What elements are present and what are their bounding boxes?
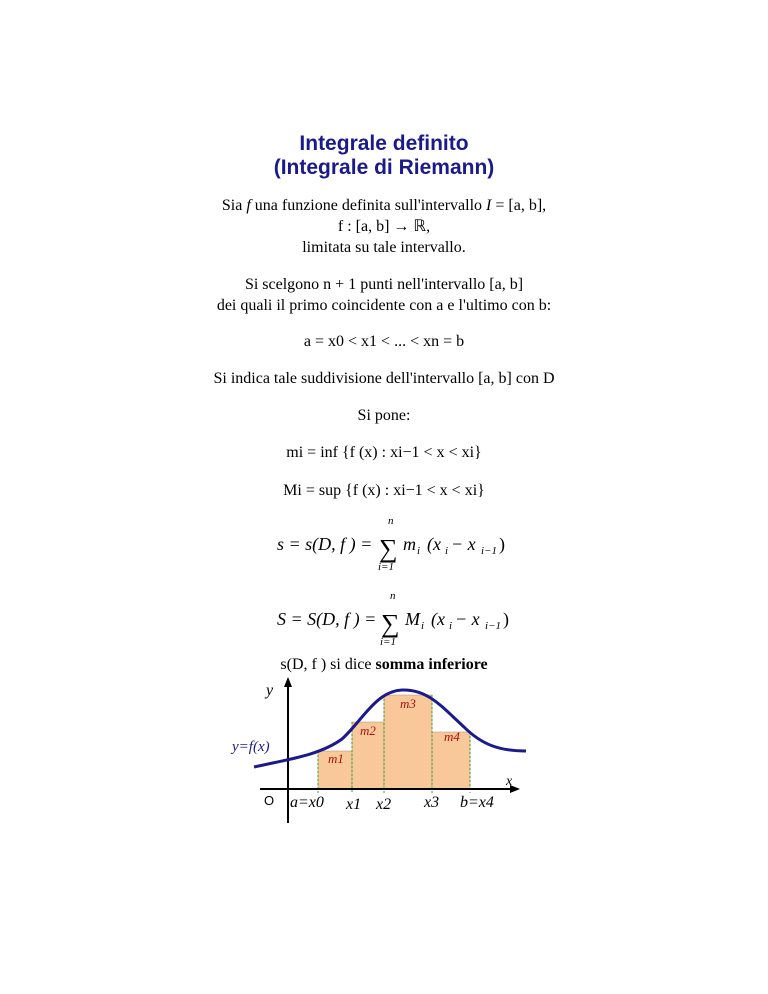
page-title: Integrale definito	[299, 132, 469, 155]
svg-text:− x: − x	[451, 534, 476, 554]
mi-definition: mi = inf {f (x) : xi−1 < x < xi}	[286, 444, 482, 461]
y-axis-arrow	[284, 677, 292, 687]
svg-text:(x: (x	[431, 609, 445, 629]
sigma-symbol: ∑	[381, 609, 400, 638]
tick-x1: x1	[346, 796, 362, 813]
partition-description: Si indica tale suddivisione dell'intervallo [a, b] con D	[213, 370, 555, 387]
svg-text:− x: − x	[455, 609, 480, 629]
intro-line-2: f : [a, b] → ℝ,	[337, 218, 431, 235]
m1-label: m1	[328, 751, 344, 766]
x-tick-labels	[290, 794, 494, 813]
m4-label: m4	[444, 729, 460, 744]
lower-sum-term: m	[403, 534, 416, 554]
points-line-2: dei quali il primo coincidente con a e l'ultimo con b:	[216, 297, 552, 314]
origin-label: O	[264, 793, 275, 808]
Mi-definition: Mi = sup {f (x) : xi−1 < x < xi}	[283, 482, 485, 499]
riemann-graph	[230, 675, 530, 825]
partition-formula: a = x0 < x1 < ... < xn = b	[303, 333, 465, 350]
tick-x2: x2	[376, 796, 392, 813]
upper-sum-upper-limit: n	[390, 590, 396, 602]
x-axis-label: x	[506, 774, 513, 789]
m2-label: m2	[360, 723, 376, 738]
sigma-symbol: ∑	[379, 534, 398, 563]
upper-sum-lower-limit: i=1	[380, 636, 396, 648]
points-line-1: Si scelgono n + 1 punti nell'intervallo [a, b]	[244, 276, 524, 293]
lower-sum-upper-limit: n	[388, 515, 394, 527]
tick-x0: a=x0	[290, 794, 324, 811]
upper-sum-formula	[275, 587, 515, 649]
lower-sum-formula	[275, 512, 515, 574]
tick-x3: x3	[424, 794, 440, 811]
y-axis-label: y	[266, 682, 274, 699]
svg-text:i−1: i−1	[485, 620, 501, 632]
page-subtitle: (Integrale di Riemann)	[273, 156, 495, 179]
intro-line-3: limitata su tale intervallo.	[302, 239, 466, 256]
svg-text:i: i	[449, 620, 453, 632]
lower-sum-lhs: s = s(D, f ) =	[277, 534, 373, 554]
intro-line-1: Sia f una funzione definita sull'intervallo I = [a, b],	[221, 197, 547, 214]
upper-sum-lhs: S = S(D, f ) =	[277, 609, 377, 629]
svg-text:i: i	[445, 545, 449, 557]
svg-text:i: i	[417, 545, 421, 557]
svg-text:): )	[503, 609, 509, 629]
m3-label: m3	[400, 696, 416, 711]
lower-sum-lower-limit: i=1	[378, 561, 394, 573]
upper-sum-term: M	[405, 609, 420, 629]
svg-text:): )	[499, 534, 505, 554]
graph-caption: s(D, f ) si dice somma inferiore	[280, 656, 488, 673]
fx-label: y=f(x)	[232, 739, 270, 755]
si-pone: Si pone:	[357, 407, 411, 424]
tick-x4: b=x4	[460, 794, 494, 811]
svg-text:i: i	[421, 620, 425, 632]
svg-text:i−1: i−1	[481, 545, 497, 557]
svg-text:(x: (x	[427, 534, 441, 554]
